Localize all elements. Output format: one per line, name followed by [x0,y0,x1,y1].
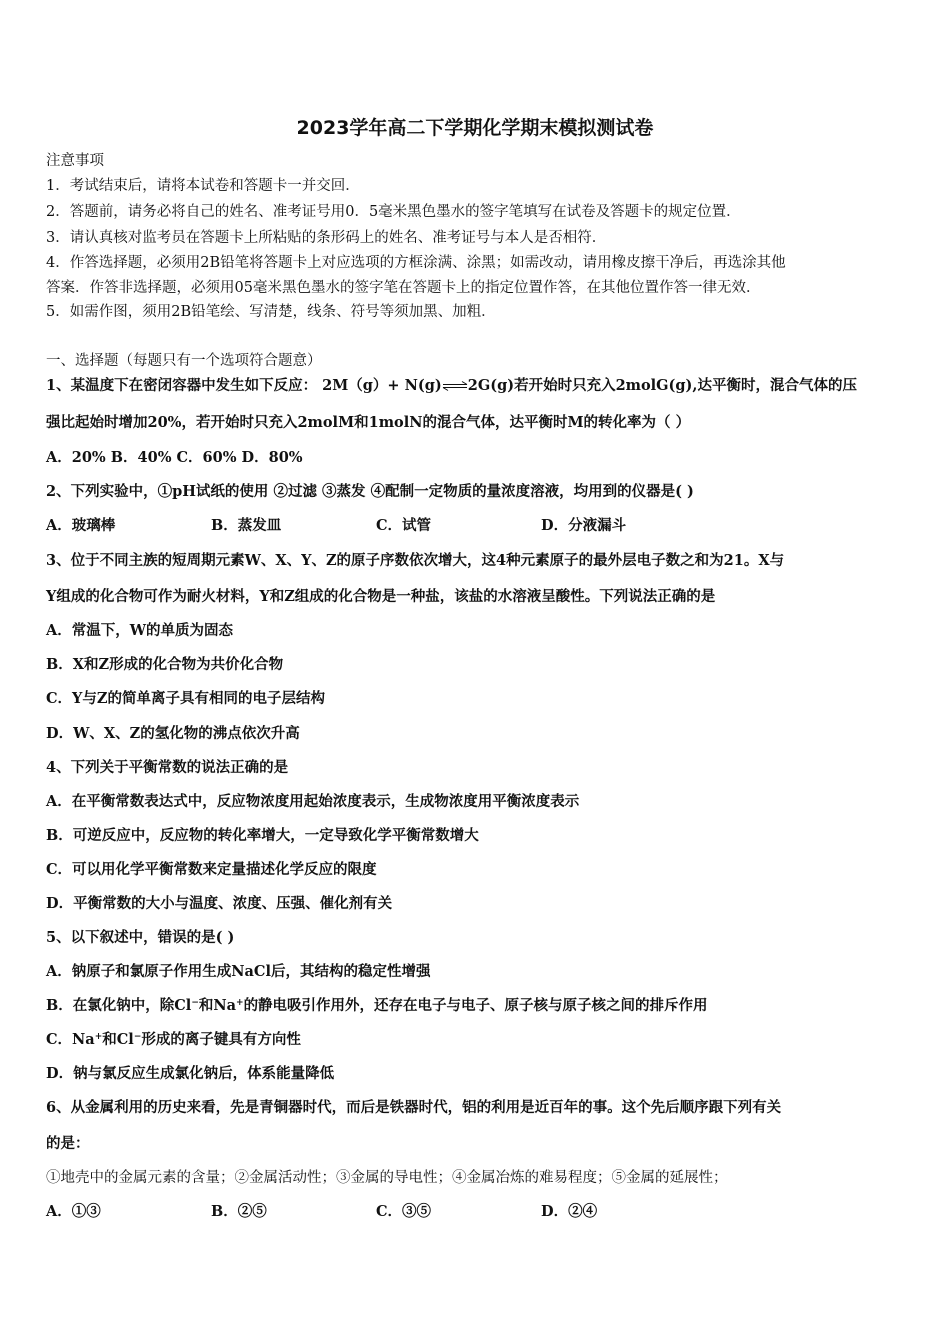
q4-stem: 4、下列关于平衡常数的说法正确的是 [46,759,289,776]
q6-stem-line3: ①地壳中的金属元素的含量；②金属活动性；③金属的导电性；④金属冶炼的难易程度；⑤金属的延展性； [46,1170,728,1186]
q6-stem-line1: 6、从金属利用的历史来看，先是青铜器时代，而后是铁器时代，铝的利用是近百年的事。这个先后顺序跟下列有关 [46,1099,782,1116]
q5-b-charge1: − [191,998,199,1008]
q6-option-b: B．②⑤ [211,1203,267,1220]
q5-stem: 5、以下叙述中，错误的是( ) [46,929,235,946]
q1-stem-line1 [46,376,857,396]
equilibrium-arrow-icon [442,381,468,391]
q5-b-text2: 和Na [198,997,237,1014]
note-item-5: 5．如需作图，须用2B铅笔绘、写清楚，线条、符号等须加黑、加粗． [46,304,496,320]
q4-option-d: D．平衡常数的大小与温度、浓度、压强、催化剂有关 [46,895,393,912]
q5-option-a: A．钠原子和氯原子作用生成NaCl后，其结构的稳定性增强 [46,963,431,980]
q2-option-a: A．玻璃棒 [46,517,116,534]
q3-option-a: A．常温下，W的单质为固态 [46,622,234,639]
q5-b-text3: 的静电吸引作用外，还存在电子与电子、原子核与原子核之间的排斥作用 [243,997,708,1014]
q1-stem-pre: 1、某温度下在密闭容器中发生如下反应： 2M（g）+ N(g) [46,377,442,394]
q5-b-charge2: + [236,998,244,1008]
q5-c-charge2: − [133,1032,142,1042]
q3-option-c: C．Y与Z的简单离子具有相同的电子层结构 [46,690,325,707]
q5-c-text1: C．Na [46,1031,95,1048]
q2-stem: 2、下列实验中，①pH试纸的使用 ②过滤 ③蒸发 ④配制一定物质的量浓度溶液，均用到的仪器是( ) [46,483,694,500]
notes-heading: 注意事项 [46,153,104,169]
q5-option-b [46,996,708,1016]
q3-stem-line1: 3、位于不同主族的短周期元素W、X、Y、Z的原子序数依次增大，这4种元素原子的最外层电子数之和为21。X与 [46,552,785,569]
q6-options [46,1202,597,1222]
section-heading: 一、选择题（每题只有一个选项符合题意） [46,353,322,369]
note-item-4-cont: 答案．作答非选择题，必须用05毫米黑色墨水的签字笔在答题卡上的指定位置作答，在其他位置作答一律无效． [46,280,761,296]
q2-option-c: C．试管 [376,517,432,534]
q5-c-charge1: + [94,1032,103,1042]
note-item-4: 4．作答选择题，必须用2B铅笔将答题卡上对应选项的方框涂满、涂黑；如需改动，请用橡皮擦干净后，再选涂其他 [46,255,786,271]
q1-stem-line2: 强比起始时增加20%，若开始时只充入2molM和1molN的混合气体，达平衡时M的转化率为（ ） [46,414,691,431]
note-item-3: 3．请认真核对监考员在答题卡上所粘贴的条形码上的姓名、准考证号与本人是否相符． [46,230,607,246]
q3-option-d: D．W、X、Z的氢化物的沸点依次升高 [46,725,300,742]
q5-c-text3: 形成的离子键具有方向性 [141,1031,301,1048]
q6-option-c: C．③⑤ [376,1203,432,1220]
q2-option-b: B．蒸发皿 [211,517,282,534]
q6-stem-line2: 的是： [46,1135,90,1152]
q5-c-text2: 和Cl [102,1031,134,1048]
q2-option-d: D．分液漏斗 [541,517,627,534]
q1-options: A．20% B．40% C．60% D．80% [46,449,303,466]
q1-stem-post: 2G(g)若开始时只充入2molG(g),达平衡时，混合气体的压 [467,377,857,394]
q4-option-b: B．可逆反应中，反应物的转化率增大，一定导致化学平衡常数增大 [46,827,479,844]
q6-option-d: D．②④ [541,1203,598,1220]
q2-options [46,516,626,536]
note-item-2: 2．答题前，请务必将自己的姓名、准考证号用0．5毫米黑色墨水的签字笔填写在试卷及答题卡的规定位置． [46,204,741,220]
q3-option-b: B．X和Z形成的化合物为共价化合物 [46,656,284,673]
exam-title: 2023学年高二下学期化学期末模拟测试卷 [296,117,654,139]
q6-option-a: A．①③ [46,1203,101,1220]
q4-option-c: C．可以用化学平衡常数来定量描述化学反应的限度 [46,861,377,878]
q3-stem-line2: Y组成的化合物可作为耐火材料，Y和Z组成的化合物是一种盐，该盐的水溶液呈酸性。下列说法正确的是 [46,588,716,605]
q5-option-c [46,1030,301,1050]
note-item-1: 1．考试结束后，请将本试卷和答题卡一并交回． [46,178,360,194]
q4-option-a: A．在平衡常数表达式中，反应物浓度用起始浓度表示，生成物浓度用平衡浓度表示 [46,793,580,810]
q5-b-text1: B．在氯化钠中，除Cl [46,997,192,1014]
q5-option-d: D．钠与氯反应生成氯化钠后，体系能量降低 [46,1065,335,1082]
